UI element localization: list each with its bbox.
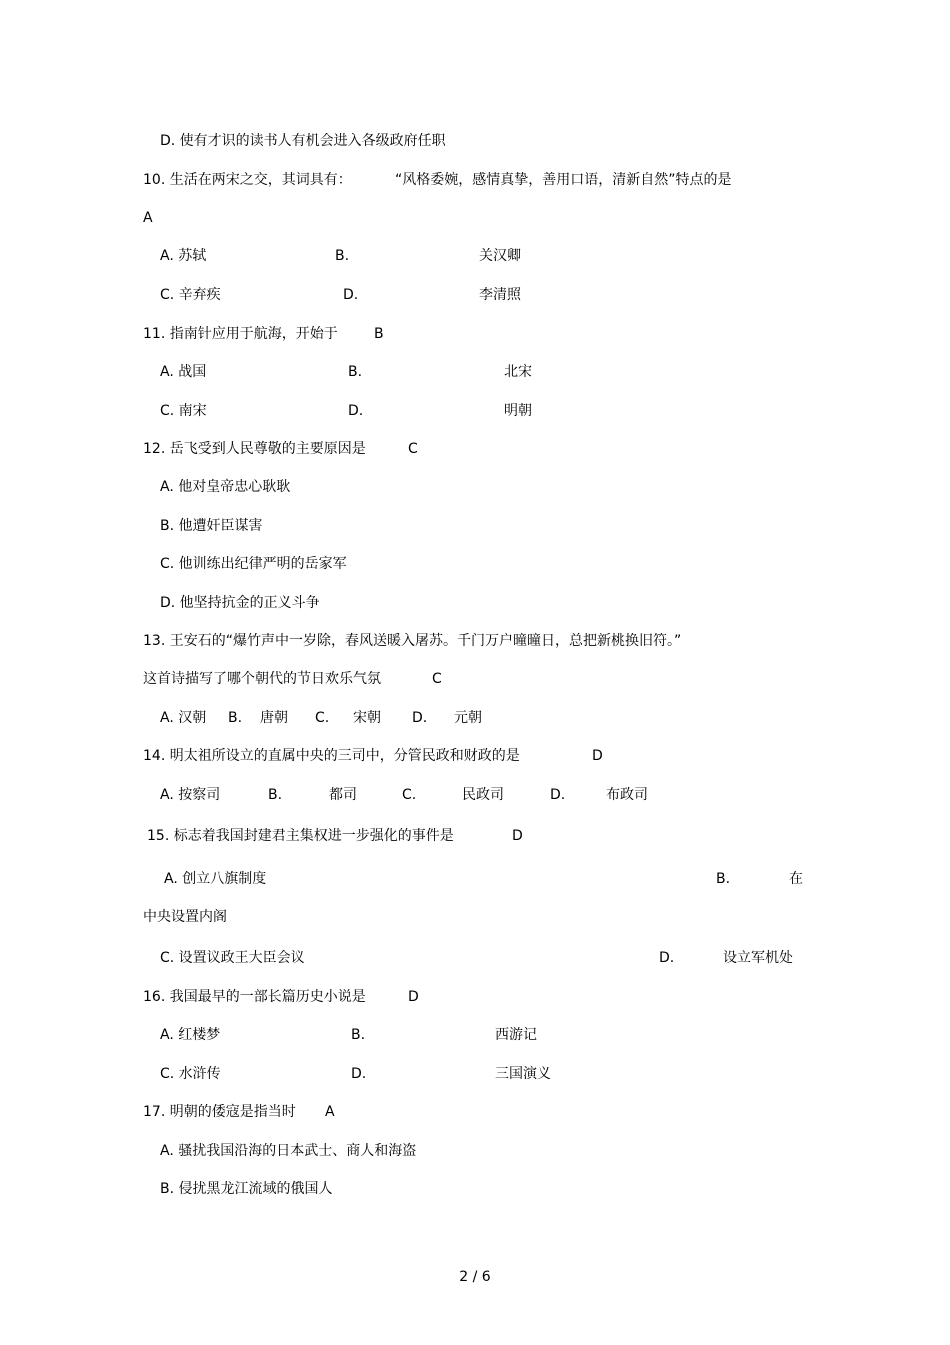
q14-option-b-text: 都司 [329,787,357,803]
q13-option-c: C. [315,710,330,726]
q13-option-c-text: 宋朝 [353,710,381,726]
q17-option-a: A. 骚扰我国沿海的日本武士、商人和海盗 [160,1143,417,1159]
q14-answer: D [592,748,603,764]
page-number: 2 / 6 [459,1269,491,1285]
q16-option-d-text: 三国演义 [495,1066,551,1082]
q16-stem: 16. 我国最早的一部长篇历史小说是 [143,989,366,1005]
q11-option-c: C. 南宋 [160,403,207,419]
q15-option-a: A. 创立八旗制度 [164,871,267,887]
q13-option-b-text: 唐朝 [260,710,288,726]
q16-option-b-text: 西游记 [495,1027,537,1043]
q10-option-d-text: 李清照 [479,287,521,303]
q12-option-a: A. 他对皇帝忠心耿耿 [160,479,291,495]
q15-option-b: B. [716,871,731,887]
q10-option-c: C. 辛弃疾 [160,287,221,303]
q13-stem-line2: 这首诗描写了哪个朝代的节日欢乐气氛 [143,671,381,687]
q14-option-c-text: 民政司 [462,787,504,803]
q13-option-a: A. 汉朝 [160,710,207,726]
q16-option-c: C. 水浒传 [160,1066,221,1082]
q11-option-a: A. 战国 [160,364,207,380]
q12-option-c: C. 他训练出纪律严明的岳家军 [160,556,347,572]
q16-option-b: B. [351,1027,366,1043]
q12-option-b: B. 他遭奸臣谋害 [160,518,263,534]
q15-option-b-continued: 中央设置内阁 [143,909,227,925]
q10-option-d: D. [343,287,359,303]
q15-stem: 15. 标志着我国封建君主集权进一步强化的事件是 [147,828,454,844]
q10-option-b: B. [335,248,350,264]
q11-option-b: B. [348,364,363,380]
q15-option-d: D. [659,950,675,966]
q11-option-d: D. [348,403,364,419]
q17-answer: A [325,1104,335,1120]
q11-option-b-text: 北宋 [504,364,532,380]
q14-option-b: B. [268,787,283,803]
q15-option-d-text: 设立军机处 [723,950,793,966]
q12-answer: C [408,441,418,457]
q13-option-d: D. [412,710,428,726]
q14-option-d: D. [550,787,566,803]
q12-option-d: D. 他坚持抗金的正义斗争 [160,595,320,611]
q17-stem: 17. 明朝的倭寇是指当时 [143,1104,296,1120]
q10-option-b-text: 关汉卿 [479,248,521,264]
q13-option-b: B. [228,710,243,726]
q10-stem: 10. 生活在两宋之交，其词具有： [143,172,352,188]
q14-option-a: A. 按察司 [160,787,221,803]
q15-option-b-text: 在 [789,871,803,887]
q14-option-d-text: 布政司 [606,787,648,803]
q11-stem: 11. 指南针应用于航海，开始于 [143,326,338,342]
q15-option-c: C. 设置议政王大臣会议 [160,950,305,966]
q13-answer: C [432,671,442,687]
q11-answer: B [374,326,384,342]
q10-option-a: A. 苏轼 [160,248,207,264]
q12-stem: 12. 岳飞受到人民尊敬的主要原因是 [143,441,366,457]
q16-option-d: D. [351,1066,367,1082]
q16-option-a: A. 红楼梦 [160,1027,221,1043]
q10-answer: A [143,210,153,226]
q11-option-d-text: 明朝 [504,403,532,419]
q14-stem: 14. 明太祖所设立的直属中央的三司中，分管民政和财政的是 [143,748,520,764]
q10-stem-quote: “风格委婉，感情真挚，善用口语，清新自然”特点的是 [395,172,732,188]
q15-answer: D [512,828,523,844]
q9-option-d: D. 使有才识的读书人有机会进入各级政府任职 [160,133,446,149]
q13-option-d-text: 元朝 [454,710,482,726]
q14-option-c: C. [402,787,417,803]
q16-answer: D [408,989,419,1005]
q17-option-b: B. 侵扰黑龙江流域的俄国人 [160,1181,333,1197]
q13-stem: 13. 王安石的“爆竹声中一岁除，春风送暖入屠苏。千门万户曈曈日，总把新桃换旧符。” [143,633,682,649]
